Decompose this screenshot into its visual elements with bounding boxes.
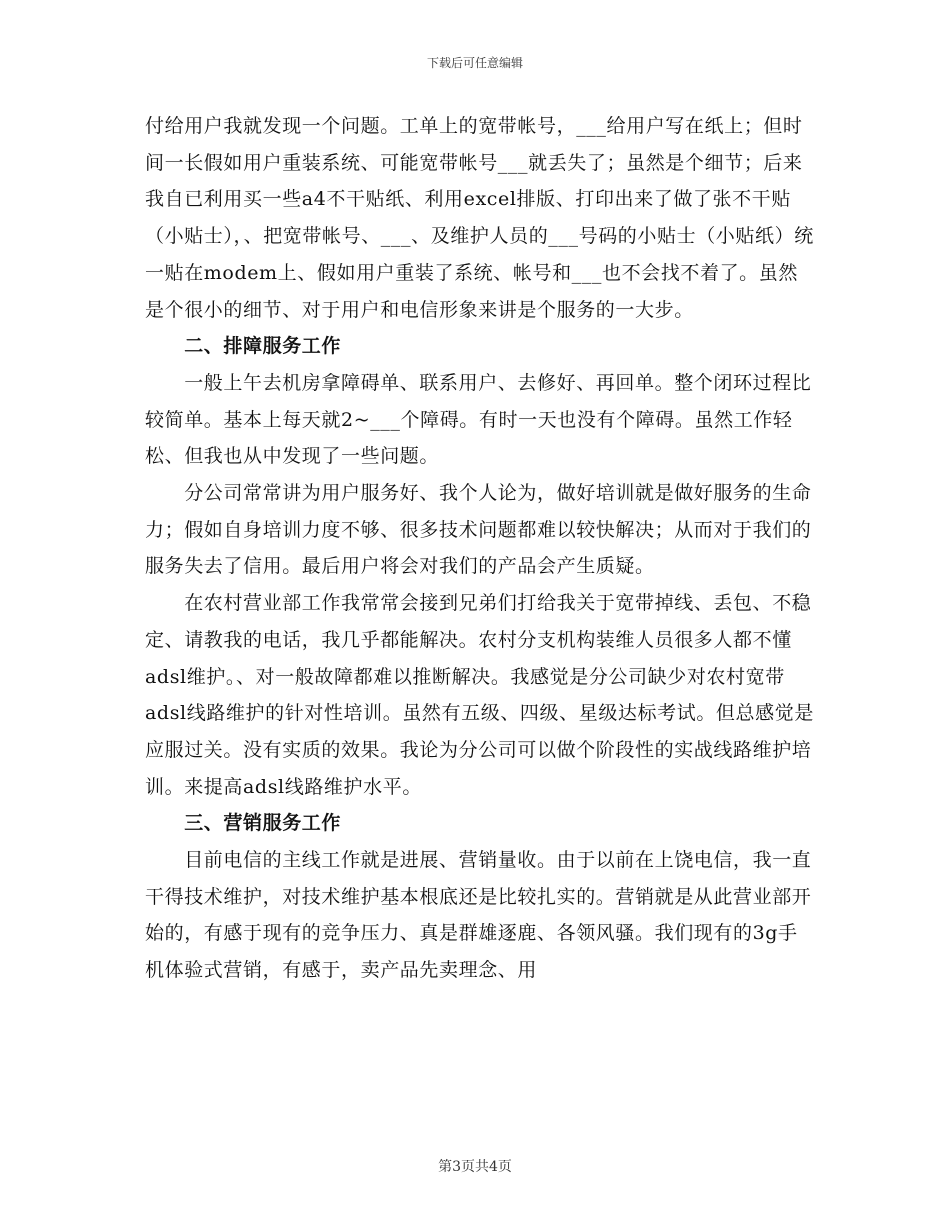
section-heading-2: 二、排障服务工作 bbox=[145, 335, 342, 358]
page-number-footer: 第3页共4页 bbox=[438, 1159, 512, 1175]
section-heading-3: 三、营销服务工作 bbox=[145, 812, 342, 835]
paragraph-2: 一般上午去机房拿障碍单、联系用户、去修好、再回单。整个闭环过程比较简单。基本上每天就2~___个障碍。有时一天也没有个障碍。虽然工作轻松、但我也从中发现了一些问题。 bbox=[145, 371, 812, 468]
document-body bbox=[145, 108, 815, 989]
paragraph-3: 分公司常常讲为用户服务好、我个人论为，做好培训就是做好服务的生命力；假如自身培训力度不够、很多技术问题都难以较快解决；从而对于我们的服务失去了信用。最后用户将会对我们的产品会产生质疑。 bbox=[145, 482, 812, 578]
paragraph-4: 在农村营业部工作我常常会接到兄弟们打给我关于宽带掉线、丢包、不稳定、请教我的电话，我几乎都能解决。农村分支机构装维人员很多人都不懂adsl维护。、对一般故障都难以推断解决。我感觉是分公司缺少对农村宽带adsl线路维护的针对性培训。虽然有五级、四级、星级达标考试。但总感觉是应服过关。没有实质的效果。我论为分公司可以做个阶段性的实战线路维护培训。来提高adsl线路维护水平。 bbox=[145, 592, 814, 798]
page-header: 下载后可任意编辑 bbox=[426, 56, 523, 70]
paragraph-5: 目前电信的主线工作就是进展、营销量收。由于以前在上饶电信，我一直干得技术维护，对技术维护基本根底还是比较扎实的。营销就是从此营业部开始的，有感于现有的竞争压力、真是群雄逐鹿、各领风骚。我们现有的3g手机体验式营销，有感于，卖产品先卖理念、用 bbox=[145, 849, 812, 982]
paragraph-1: 付给用户我就发现一个问题。工单上的宽带帐号，___给用户写在纸上；但时间一长假如用户重装系统、可能宽带帐号___就丢失了；虽然是个细节；后来我自已利用买一些a4不干贴纸、利用excel排版、打印出来了做了张不干贴（小贴士），、把宽带帐号、___、及维护人员的___号码的小贴士（小贴纸）统一贴在modem上、假如用户重装了系统、帐号和___也不会找不着了。虽然是个很小的细节、对于用户和电信形象来讲是个服务的一大步。 bbox=[145, 115, 814, 321]
